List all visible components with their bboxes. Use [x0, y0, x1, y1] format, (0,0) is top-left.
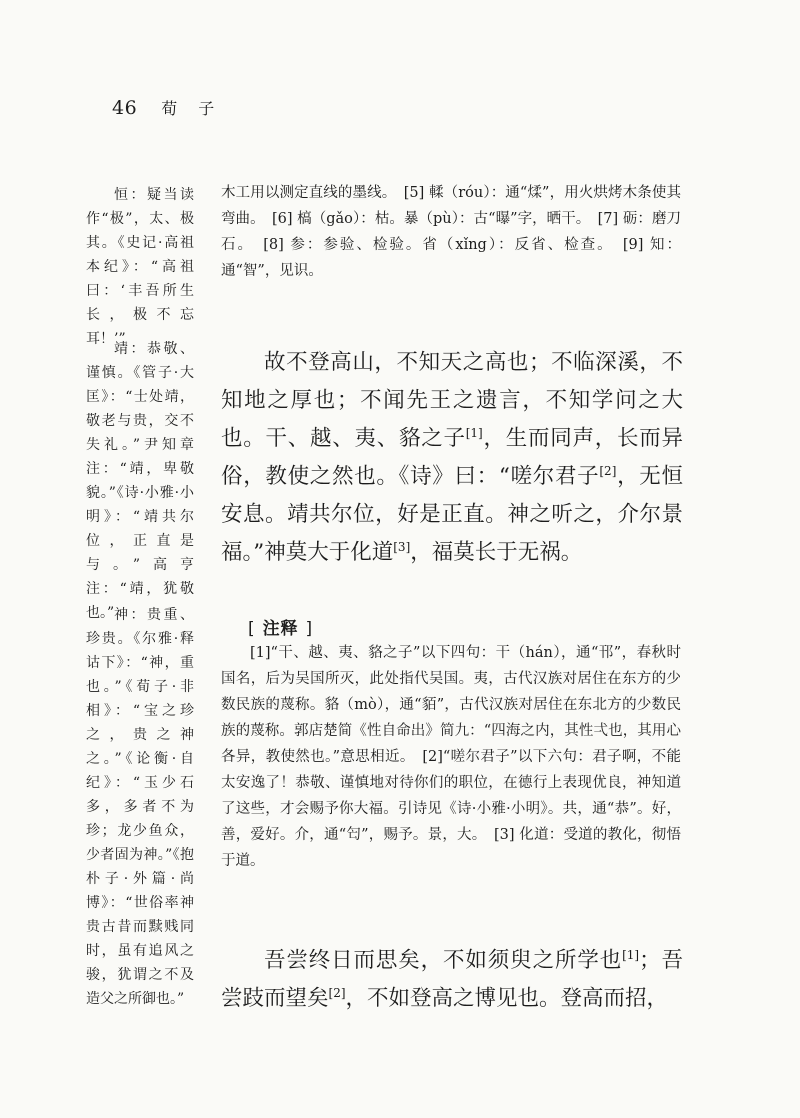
heading-label: 注释: [262, 619, 299, 639]
margin-note-shen: [86, 603, 194, 1011]
note-ref: [3]: [393, 539, 411, 554]
text-run: 故不登高山，不知天之高也；不临深溪，不知地之厚也；不闻先王之遗言，不知学问之大也。干、越、夷、貉之子: [221, 350, 683, 451]
margin-note-jing: [86, 337, 194, 625]
margin-note-text: 恒：疑当读作“极”，太、极其。《史记·高祖本纪》：“高祖曰：‘丰吾所生长，极不忘耳！’”: [86, 187, 194, 347]
page-header: [112, 96, 222, 119]
notes-continued: [221, 180, 681, 284]
heading-bracket-close: ]: [305, 619, 314, 639]
notes-body-text: [1]“干、越、夷、貉之子”以下四句：干（hán），通“邗”，春秋时国名，后为吴国所灭，此处指代吴国。夷，古代汉族对居住在东方的少数民族的蔑称。貉（mò），通“貊”，古代汉族对居住在东北方的少数民族的蔑称。郭店楚简《性自命出》简九：“四海之内，其性弌也，其用心各异，教使然也。”意思相近。 [2]“嗟尔君子”以下六句：君子啊，不能太安逸了！恭敬、谨慎地对待你们的职位，在德行上表现优良，神知道了这些，才会赐予你大福。引诗见《诗·小雅·小明》。共，通“恭”。好，善，爱好。介，通“匄”，赐予。景，大。 [3] 化道：受道的教化，彻悟于道。: [221, 645, 681, 869]
note-ref: [1]: [622, 947, 640, 962]
text-run: ；吾尝跂而望矣: [221, 948, 683, 1011]
heading-bracket-open: [: [248, 619, 256, 639]
classic-passage-2: [221, 942, 683, 1018]
margin-note-heng: [86, 183, 194, 351]
text-run: ，福莫长于无祸。: [410, 540, 583, 565]
note-ref: [1]: [465, 425, 483, 440]
classic-passage-1: [221, 344, 683, 572]
note-ref: [2]: [599, 463, 617, 478]
text-run: ，无恒安息。靖共尔位，好是正直。神之听之，介尔景福。”神莫大于化道: [221, 464, 683, 565]
text-run: ，生而同声，长而异俗，教使之然也。《诗》曰：“嗟尔君子: [221, 426, 683, 489]
text-run: 吾尝终日而思矣，不如须臾之所学也: [264, 948, 623, 973]
text-run: ，不如登高之博见也。登高而招，: [345, 986, 669, 1011]
margin-note-text: 神：贵重、珍贵。《尔雅·释诂下》：“神，重也。”《荀子·非相》：“宝之珍之，贵之神之。”《论衡·自纪》：“玉少石多，多者不为珍；龙少鱼众，少者固为神。”《抱朴子·外篇·尚博》：“世俗率神贵古昔而黩贱同时，虽有追风之骏，犹谓之不及造父之所御也。”: [86, 607, 194, 1007]
notes-body: [221, 640, 681, 874]
classic-paragraph: [221, 942, 683, 1018]
notes-heading: [248, 614, 313, 639]
page-number: 46: [112, 97, 138, 119]
margin-note-text: 靖：恭敬、谨慎。《管子·大匡》：“士处靖，敬老与贵，交不失礼。”尹知章注：“靖，卑敬貌。”《诗·小雅·小明》：“靖共尔位，正直是与。”高亨注：“靖，犹敬也。”: [86, 341, 194, 621]
running-title: 荀 子: [161, 99, 223, 118]
classic-paragraph: [221, 344, 683, 572]
notes-continued-text: 木工用以测定直线的墨线。 [5] 輮（róu）：通“煣”，用火烘烤木条使其弯曲。 [6] 槁（gǎo）：枯。暴（pù）：古“曝”字，晒干。 [7] 砺：磨刀石。 [8] 参：参验、检验。省（xǐng）：反省、检查。 [9] 知：通“智”，见识。: [221, 185, 681, 279]
note-ref: [2]: [328, 985, 346, 1000]
